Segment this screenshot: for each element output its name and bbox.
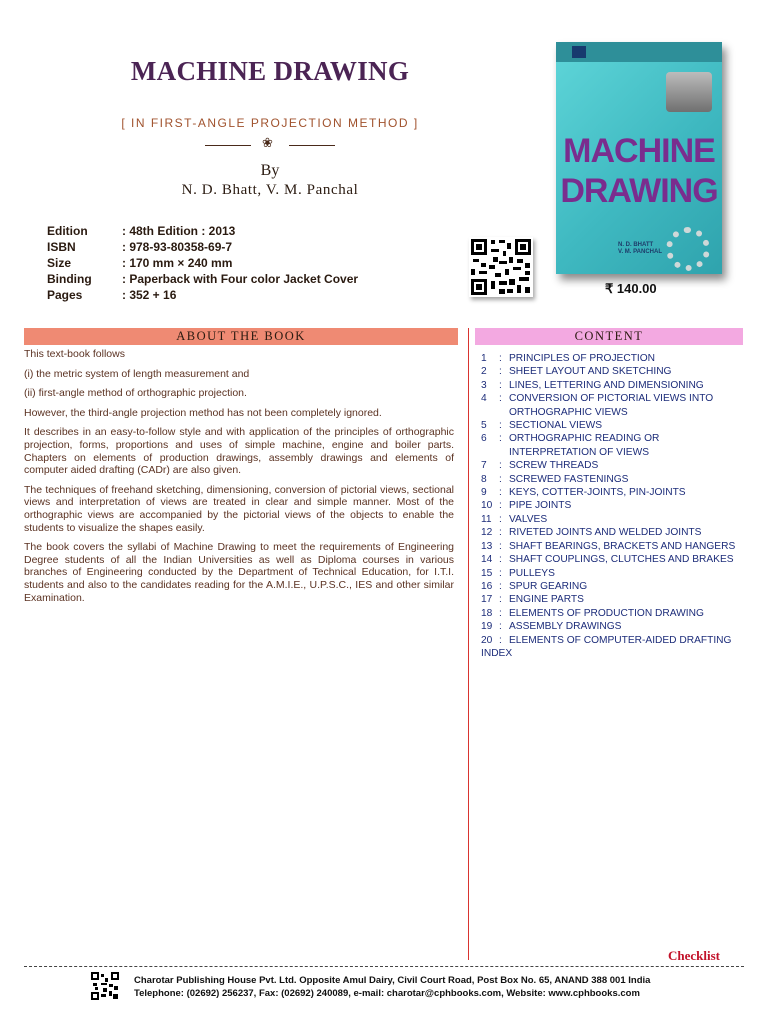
list-item	[481, 513, 751, 526]
chapter-title: CONVERSION OF PICTORIAL VIEWS INTO ORTHOGRAPHIC VIEWS	[509, 393, 714, 418]
chapter-separator: :	[499, 420, 502, 432]
chapter-number: 9	[481, 487, 487, 499]
chapter-title: SECTIONAL VIEWS	[509, 420, 603, 432]
about-paragraph: (ii) first-angle method of orthographic projection.	[24, 387, 247, 400]
price: ₹ 140.00	[605, 281, 657, 296]
list-item	[481, 580, 751, 593]
book-title: MACHINE DRAWING	[130, 56, 410, 86]
about-heading: ABOUT THE BOOK	[24, 328, 458, 345]
chapter-number: 3	[481, 379, 487, 391]
detail-row	[47, 288, 358, 304]
list-item	[481, 553, 751, 566]
chapter-number: 4	[481, 393, 487, 405]
chapter-number: 20	[481, 634, 493, 646]
chapter-title: ENGINE PARTS	[509, 594, 584, 606]
chapter-title: RIVETED JOINTS AND WELDED JOINTS	[509, 527, 702, 539]
chapter-title: SCREW THREADS	[509, 460, 599, 472]
detail-value: : 352 + 16	[122, 288, 177, 302]
detail-value: : Paperback with Four color Jacket Cover	[122, 272, 359, 286]
list-item	[481, 419, 751, 432]
list-item	[481, 365, 751, 378]
chapter-separator: :	[499, 433, 502, 445]
list-item	[481, 526, 751, 539]
footer-divider	[24, 966, 744, 967]
flower-icon: ❀	[262, 136, 273, 151]
list-item	[481, 634, 751, 647]
about-paragraph: The techniques of freehand sketching, dimensioning, conversion of pictorial views, sectional views and interpretation of views are treated in clear and simple manner. Most of the orthographic views are accompanied by the pictorial views of the objects to enable the students to visualize the shapes easily.	[24, 483, 454, 534]
chapter-title: SPUR GEARING	[509, 580, 588, 592]
chapter-title: VALVES	[509, 513, 548, 525]
chapter-separator: :	[499, 487, 502, 499]
list-item	[481, 352, 751, 365]
list-item	[481, 607, 751, 620]
chapter-separator: :	[499, 567, 502, 579]
detail-row	[47, 272, 358, 288]
chapter-number: 1	[481, 353, 487, 364]
chapter-number: 2	[481, 366, 487, 378]
chapter-number: 5	[481, 420, 487, 432]
content-list	[481, 352, 751, 660]
chapter-title: SCREWED FASTENINGS	[509, 473, 629, 485]
publisher-logo-icon	[572, 46, 586, 58]
list-item	[481, 473, 751, 486]
chapter-title: PRINCIPLES OF PROJECTION	[509, 353, 656, 364]
cover-authors: N. D. BHATT V. M. PANCHAL	[618, 242, 663, 255]
detail-row	[47, 256, 358, 272]
chapter-number: 7	[481, 460, 487, 472]
detail-value: : 978-93-80358-69-7	[122, 240, 233, 254]
book-subtitle: [ IN FIRST-ANGLE PROJECTION METHOD ]	[121, 116, 419, 130]
gear-icon	[666, 227, 710, 271]
qr-code-icon	[469, 237, 533, 297]
chapter-separator: :	[499, 634, 502, 646]
chapter-separator: :	[499, 379, 502, 391]
chapter-separator: :	[499, 500, 502, 512]
chapter-title: LINES, LETTERING AND DIMENSIONING	[509, 379, 704, 391]
about-paragraph: However, the third-angle projection method has not been completely ignored.	[24, 406, 382, 419]
chapter-number: 10	[481, 500, 493, 512]
chapter-number: 13	[481, 540, 493, 552]
detail-label: Edition	[47, 224, 88, 238]
chapter-number: 17	[481, 594, 493, 606]
chapter-number: 14	[481, 554, 493, 566]
chapter-separator: :	[499, 621, 502, 633]
about-paragraph: This text-book follows	[24, 348, 125, 360]
engine-part-illustration	[666, 72, 712, 112]
chapter-separator: :	[499, 366, 502, 378]
chapter-separator: :	[499, 554, 502, 566]
list-item	[481, 567, 751, 580]
chapter-title: KEYS, COTTER-JOINTS, PIN-JOINTS	[509, 487, 686, 499]
index-item: INDEX	[481, 647, 513, 659]
chapter-title: PIPE JOINTS	[509, 500, 572, 512]
chapter-number: 11	[481, 513, 492, 525]
about-paragraph: The book covers the syllabi of Machine Drawing to meet the requirements of Engineering Degree students of all the Indian Universities as well as Diploma courses in various branches of Engineering conducted by the Department of Technical Education, for I.T.I. students and also to the candidates reading for the A.M.I.E., U.P.S.C., IES and other similar Examination.	[24, 541, 454, 604]
detail-value: : 48th Edition : 2013	[122, 224, 236, 238]
chapter-number: 6	[481, 433, 487, 445]
detail-value: : 170 mm × 240 mm	[122, 256, 233, 270]
content-heading: CONTENT	[475, 328, 743, 345]
chapter-separator: :	[499, 473, 502, 485]
chapter-separator: :	[499, 540, 502, 552]
chapter-title: SHAFT COUPLINGS, CLUTCHES AND BRAKES	[509, 554, 734, 566]
list-item	[481, 499, 751, 512]
publisher-footer	[134, 974, 650, 1000]
footer-address: Charotar Publishing House Pvt. Ltd. Opposite Amul Dairy, Civil Court Road, Post Box No. 65, ANAND 388 001 India	[134, 975, 651, 986]
chapter-separator: :	[499, 607, 502, 619]
about-paragraph: It describes in an easy-to-follow style and with application of the principles of orthographic projection, forms, proportions and uses of simple machine, engine and boiler parts. Chapters on elements of production drawings, assembly drawings and elements of computer aided drafting (CADr) are also given.	[24, 426, 454, 477]
chapter-separator: :	[499, 580, 502, 592]
detail-row	[47, 240, 358, 256]
list-item	[481, 379, 751, 392]
chapter-title: ASSEMBLY DRAWINGS	[509, 621, 622, 633]
chapter-title: SHAFT BEARINGS, BRACKETS AND HANGERS	[509, 540, 736, 552]
detail-label: Binding	[47, 272, 92, 286]
title-ornament	[205, 138, 335, 152]
chapter-title: ELEMENTS OF COMPUTER-AIDED DRAFTING	[509, 634, 732, 646]
by-label: By	[260, 162, 280, 179]
chapter-number: 8	[481, 473, 487, 485]
footer-contact: Telephone: (02692) 256237, Fax: (02692) 240089, e-mail: charotar@cphbooks.com, Website: www.cphbooks.com	[134, 988, 640, 999]
chapter-separator: :	[499, 460, 502, 472]
checklist-link[interactable]: Checklist	[668, 948, 720, 963]
chapter-title: ELEMENTS OF PRODUCTION DRAWING	[509, 607, 704, 619]
about-text	[24, 348, 454, 611]
detail-label: Pages	[47, 288, 83, 302]
about-paragraph: (i) the metric system of length measurement and	[24, 367, 250, 380]
list-item	[481, 486, 751, 499]
chapter-number: 19	[481, 621, 493, 633]
chapter-number: 16	[481, 580, 493, 592]
chapter-number: 18	[481, 607, 493, 619]
detail-label: Size	[47, 256, 72, 270]
cover-word-machine: MACHINE	[563, 132, 715, 170]
chapter-title: ORTHOGRAPHIC READING OR INTERPRETATION OF VIEWS	[509, 433, 660, 458]
chapter-separator: :	[499, 353, 502, 364]
cover-word-drawing: DRAWING	[560, 172, 718, 210]
list-item	[481, 459, 751, 472]
list-item	[481, 593, 751, 606]
chapter-title: PULLEYS	[509, 567, 555, 579]
footer-qr-code-icon	[91, 972, 119, 1000]
detail-row	[47, 224, 358, 240]
chapter-separator: :	[499, 513, 502, 525]
chapter-separator: :	[499, 594, 502, 606]
authors: N. D. Bhatt, V. M. Panchal	[181, 182, 359, 198]
column-divider	[468, 328, 469, 960]
book-cover-image	[556, 42, 722, 274]
chapter-separator: :	[499, 393, 502, 405]
chapter-separator: :	[499, 527, 502, 539]
chapter-title: SHEET LAYOUT AND SKETCHING	[509, 366, 672, 378]
chapter-number: 12	[481, 527, 493, 539]
list-item	[481, 392, 751, 419]
chapter-number: 15	[481, 567, 493, 579]
detail-label: ISBN	[47, 240, 76, 254]
list-item	[481, 620, 751, 633]
list-item	[481, 540, 751, 553]
list-item	[481, 432, 751, 459]
book-details	[47, 224, 358, 304]
